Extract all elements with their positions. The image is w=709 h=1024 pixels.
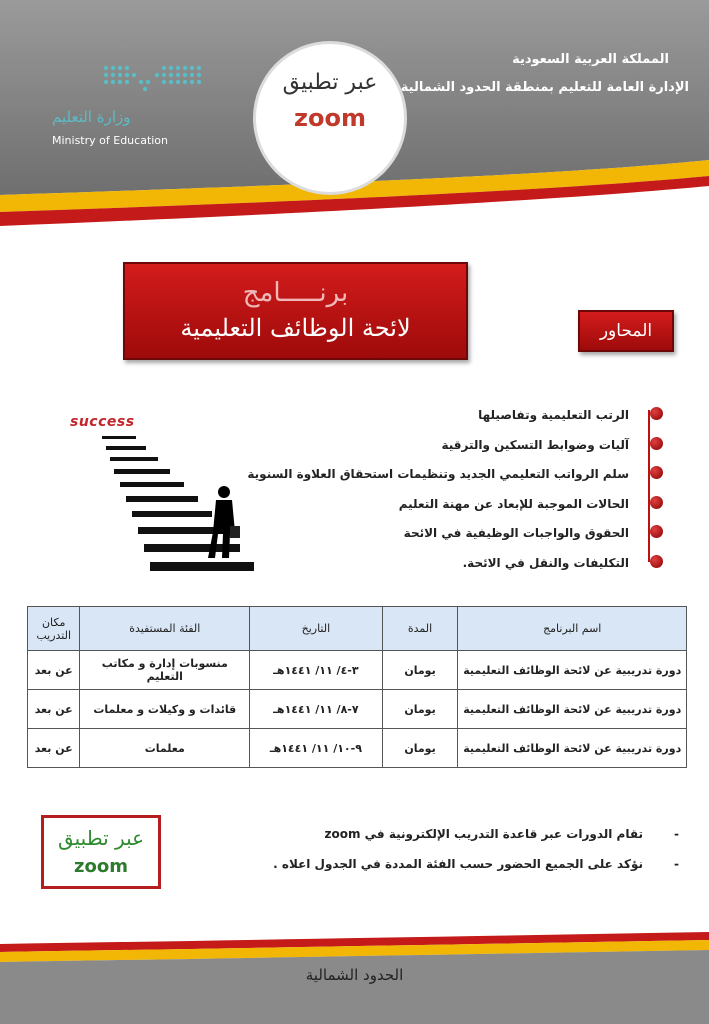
axis-text: سلم الرواتب التعليمي الجديد وتنظيمات استحقاق العلاوة السنوية [247, 467, 629, 481]
bullet-icon [650, 555, 663, 568]
cell-duration: يومان [382, 690, 458, 729]
bullet-icon [650, 466, 663, 479]
axis-text: آليات وضوابط التسكين والترقية [441, 437, 629, 452]
cell-audience: قائدات و وكيلات و معلمات [80, 690, 250, 729]
zoom-badge-en: zoom [294, 104, 366, 132]
zoom-box-en: zoom [74, 856, 128, 877]
zoom-box-ar: عبر تطبيق [57, 826, 145, 850]
cell-program: دورة تدريبية عن لائحة الوظائف التعليمية [458, 690, 687, 729]
axes-list [237, 404, 657, 581]
list-item [279, 824, 679, 854]
list-item [237, 463, 657, 493]
program-name: لائحة الوظائف التعليمية [180, 314, 411, 342]
program-label: برنـــــامج [242, 278, 349, 308]
cell-date: ٧-٨/ ١١/ ١٤٤١هـ [250, 690, 382, 729]
col-header-date: التاريخ [250, 607, 382, 651]
table-row [28, 651, 687, 690]
axis-text: الرتب التعليمية وتفاصيلها [478, 408, 629, 422]
ministry-logo-icon [100, 62, 210, 102]
cell-location: عن بعد [28, 651, 80, 690]
table-header-row [28, 607, 687, 651]
cell-program: دورة تدريبية عن لائحة الوظائف التعليمية [458, 729, 687, 768]
list-item [237, 522, 657, 552]
col-header-location: مكان التدريب [28, 607, 80, 651]
note-text: نؤكد على الجميع الحضور حسب الفئة المددة في الجدول اعلاه . [273, 857, 643, 871]
success-stairs-icon [80, 430, 260, 580]
list-item [237, 493, 657, 523]
list-item [237, 552, 657, 582]
bullet-icon [650, 437, 663, 450]
cell-duration: يومان [382, 651, 458, 690]
cell-date: ٩-١٠/ ١١/ ١٤٤١هـ [250, 729, 382, 768]
zoom-box [41, 815, 161, 889]
cell-location: عن بعد [28, 690, 80, 729]
program-title-box [123, 262, 468, 360]
axes-heading: المحاور [578, 310, 674, 352]
table-row [28, 729, 687, 768]
col-header-duration: المدة [382, 607, 458, 651]
ministry-name-en: Ministry of Education [52, 134, 169, 147]
success-label: success [70, 414, 135, 430]
axis-text: التكليفات والنقل في الائحة. [462, 555, 629, 570]
cell-audience: معلمات [80, 729, 250, 768]
notes-list [273, 824, 679, 884]
ministry-name-ar: وزارة التعليم [52, 108, 131, 126]
schedule-table [27, 606, 687, 768]
list-item [237, 404, 657, 434]
list-item [273, 854, 679, 884]
zoom-badge-ar: عبر تطبيق [282, 70, 378, 95]
note-marker: - [674, 827, 679, 841]
axis-text: الحالات الموجبة للإبعاد عن مهنة التعليم [398, 496, 629, 511]
col-header-program: اسم البرنامج [458, 607, 687, 651]
axis-text: الحقوق والواجبات الوظيفية في الائحة [403, 526, 629, 540]
bullet-icon [650, 525, 663, 538]
cell-program: دورة تدريبية عن لائحة الوظائف التعليمية [458, 651, 687, 690]
note-text: تقام الدورات عبر قاعدة التدريب الإلكترونية في zoom [324, 827, 643, 841]
footer-text: الحدود الشمالية [305, 966, 404, 984]
zoom-badge [256, 44, 404, 192]
table-row [28, 690, 687, 729]
col-header-audience: الفئة المستفيدة [80, 607, 250, 651]
bullet-icon [650, 496, 663, 509]
directorate-title: الإدارة العامة للتعليم بمنطقة الحدود الشمالية [400, 80, 689, 95]
note-marker: - [674, 857, 679, 871]
cell-audience: منسوبات إدارة و مكاتب التعليم [80, 651, 250, 690]
cell-date: ٣-٤/ ١١/ ١٤٤١هـ [250, 651, 382, 690]
bullet-icon [650, 407, 663, 420]
kingdom-title: المملكة العربية السعودية [512, 52, 669, 67]
cell-location: عن بعد [28, 729, 80, 768]
list-item [237, 434, 657, 464]
cell-duration: يومان [382, 729, 458, 768]
